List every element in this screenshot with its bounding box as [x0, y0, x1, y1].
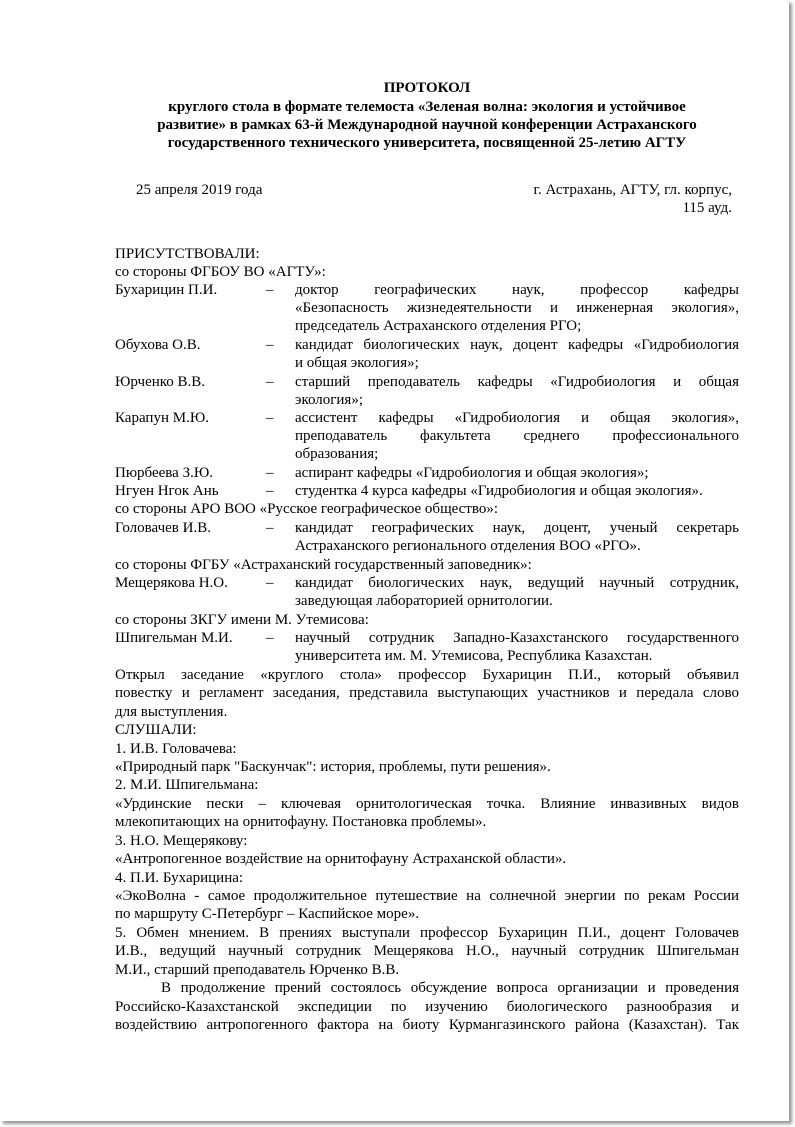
org-heading-reserve: со стороны ФГБУ «Астраханский государственный заповедник»: — [115, 557, 532, 573]
opening-line: повестку и регламент заседания, представила выступающих участников и передала слово — [115, 685, 739, 701]
continuation-line: Российско-Казахстанской экспедиции по изучению биологического разнообразия и — [115, 999, 739, 1015]
dash-separator: – — [266, 630, 274, 646]
discussion-line: 5. Обмен мнением. В прениях выступали профессор Бухарицин П.И., доцент Головачев — [115, 925, 739, 941]
dash-separator: – — [266, 483, 274, 499]
attendee-name: Головачев И.В. — [115, 520, 211, 536]
attendee-desc-line: студентка 4 курса кафедры «Гидробиология и общая экология». — [295, 483, 703, 499]
document-subtitle-line-1: круглого стола в формате телемоста «Зеленая волна: экология и устойчивое — [168, 99, 686, 115]
continuation-line: воздействию антропогенного фактора на биоту Курмангазинского района (Казахстан). Так — [115, 1017, 739, 1033]
attendee-name: Бухарицин П.И. — [115, 282, 218, 298]
talk-title-line: «ЭкоВолна - самое продолжительное путешествие на солнечной энергии по рекам России — [115, 888, 739, 904]
meeting-place-line-1: г. Астрахань, АГТУ, гл. корпус, — [533, 182, 732, 198]
attendee-desc-line: ассистент кафедры «Гидробиология и общая экология», — [295, 410, 739, 426]
attendee-name: Мещерякова Н.О. — [115, 575, 228, 591]
attendee-desc-line: председатель Астраханского отделения РГО; — [295, 318, 582, 334]
speaker-line: 4. П.И. Бухарицина: — [115, 870, 244, 886]
attendee-desc-line: доктор географических наук, профессор кафедры — [295, 282, 739, 298]
attendee-desc-line: Астраханского регионального отделения ВОО «РГО». — [295, 538, 641, 554]
speaker-line: 3. Н.О. Мещерякову: — [115, 833, 248, 849]
attendee-name: Обухова О.В. — [115, 337, 201, 353]
attendee-desc-line: кандидат биологических наук, ведущий научный сотрудник, — [295, 575, 739, 591]
meeting-date: 25 апреля 2019 года — [136, 182, 263, 198]
document-subtitle-line-2: развитие» в рамках 63-й Международной научной конференции Астраханского — [157, 117, 697, 133]
attendee-name: Шпигельман М.И. — [115, 630, 233, 646]
attendee-name: Пюрбеева З.Ю. — [115, 465, 214, 481]
attendee-name: Юрченко В.В. — [115, 374, 206, 390]
attendee-desc-line: научный сотрудник Западно-Казахстанского государственного — [295, 630, 739, 646]
attendee-desc-line: заведующая лабораторией орнитологии. — [295, 593, 553, 609]
talk-title-line: «Природный парк "Баскунчак": история, проблемы, пути решения». — [115, 759, 551, 775]
dash-separator: – — [266, 282, 274, 298]
attendee-desc-line: «Безопасность жизнедеятельности и инженерная экология», — [295, 300, 739, 316]
discussion-line: М.И., старший преподаватель Юрченко В.В. — [115, 962, 400, 978]
opening-line: Открыл заседание «круглого стола» профессор Бухарицин П.И., который объявил — [115, 667, 739, 683]
attendee-name: Карапун М.Ю. — [115, 410, 209, 426]
attendance-heading: ПРИСУТСТВОВАЛИ: — [115, 246, 260, 262]
speaker-line: 1. И.В. Головачева: — [115, 741, 237, 757]
talk-title-line: «Антропогенное воздействие на орнитофауну Астраханской области». — [115, 851, 567, 867]
document-title: ПРОТОКОЛ — [383, 80, 471, 96]
dash-separator: – — [266, 520, 274, 536]
attendee-desc-line: экология»; — [295, 392, 363, 408]
org-heading-zkgu: со стороны ЗКГУ имени М. Утемисова: — [115, 612, 369, 628]
attendee-desc-line: кандидат биологических наук, доцент кафедры «Гидробиология — [295, 337, 739, 353]
document-subtitle-line-3: государственного технического университета, посвященной 25-летию АГТУ — [167, 135, 687, 151]
attendee-desc-line: преподаватель факультета среднего профессионального — [295, 428, 739, 444]
dash-separator: – — [266, 337, 274, 353]
talk-title-line: млекопитающих на орнитофауну. Постановка проблемы». — [115, 814, 487, 830]
attendee-name: Нгуен Нгок Ань — [115, 483, 219, 499]
continuation-line: В продолжение прений состоялось обсуждение вопроса организации и проведения — [161, 980, 739, 996]
dash-separator: – — [266, 374, 274, 390]
attendee-desc-line: кандидат географических наук, доцент, ученый секретарь — [295, 520, 739, 536]
talk-title-line: по маршруту С-Петербург – Каспийское море». — [115, 906, 420, 922]
heard-heading: СЛУШАЛИ: — [115, 722, 197, 738]
attendee-desc-line: университета им. М. Утемисова, Республика Казахстан. — [295, 648, 653, 664]
attendee-desc-line: аспирант кафедры «Гидробиология и общая экология»; — [295, 465, 649, 481]
discussion-line: И.В., ведущий научный сотрудник Мещерякова Н.О., научный сотрудник Шпигельман — [115, 943, 739, 959]
meeting-place-line-2: 115 ауд. — [682, 200, 732, 216]
attendee-desc-line: старший преподаватель кафедры «Гидробиология и общая — [295, 374, 739, 390]
dash-separator: – — [266, 410, 274, 426]
org-heading-agtu: со стороны ФГБОУ ВО «АГТУ»: — [115, 264, 326, 280]
org-heading-rgo: со стороны АРО ВОО «Русское географическое общество»: — [115, 501, 499, 517]
dash-separator: – — [266, 575, 274, 591]
opening-line: для выступления. — [115, 704, 228, 720]
attendee-desc-line: и общая экология»; — [295, 355, 419, 371]
dash-separator: – — [266, 465, 274, 481]
speaker-line: 2. М.И. Шпигельмана: — [115, 777, 259, 793]
attendee-desc-line: образования; — [295, 446, 379, 462]
talk-title-line: «Урдинские пески – ключевая орнитологическая точка. Влияние инвазивных видов — [115, 796, 739, 812]
